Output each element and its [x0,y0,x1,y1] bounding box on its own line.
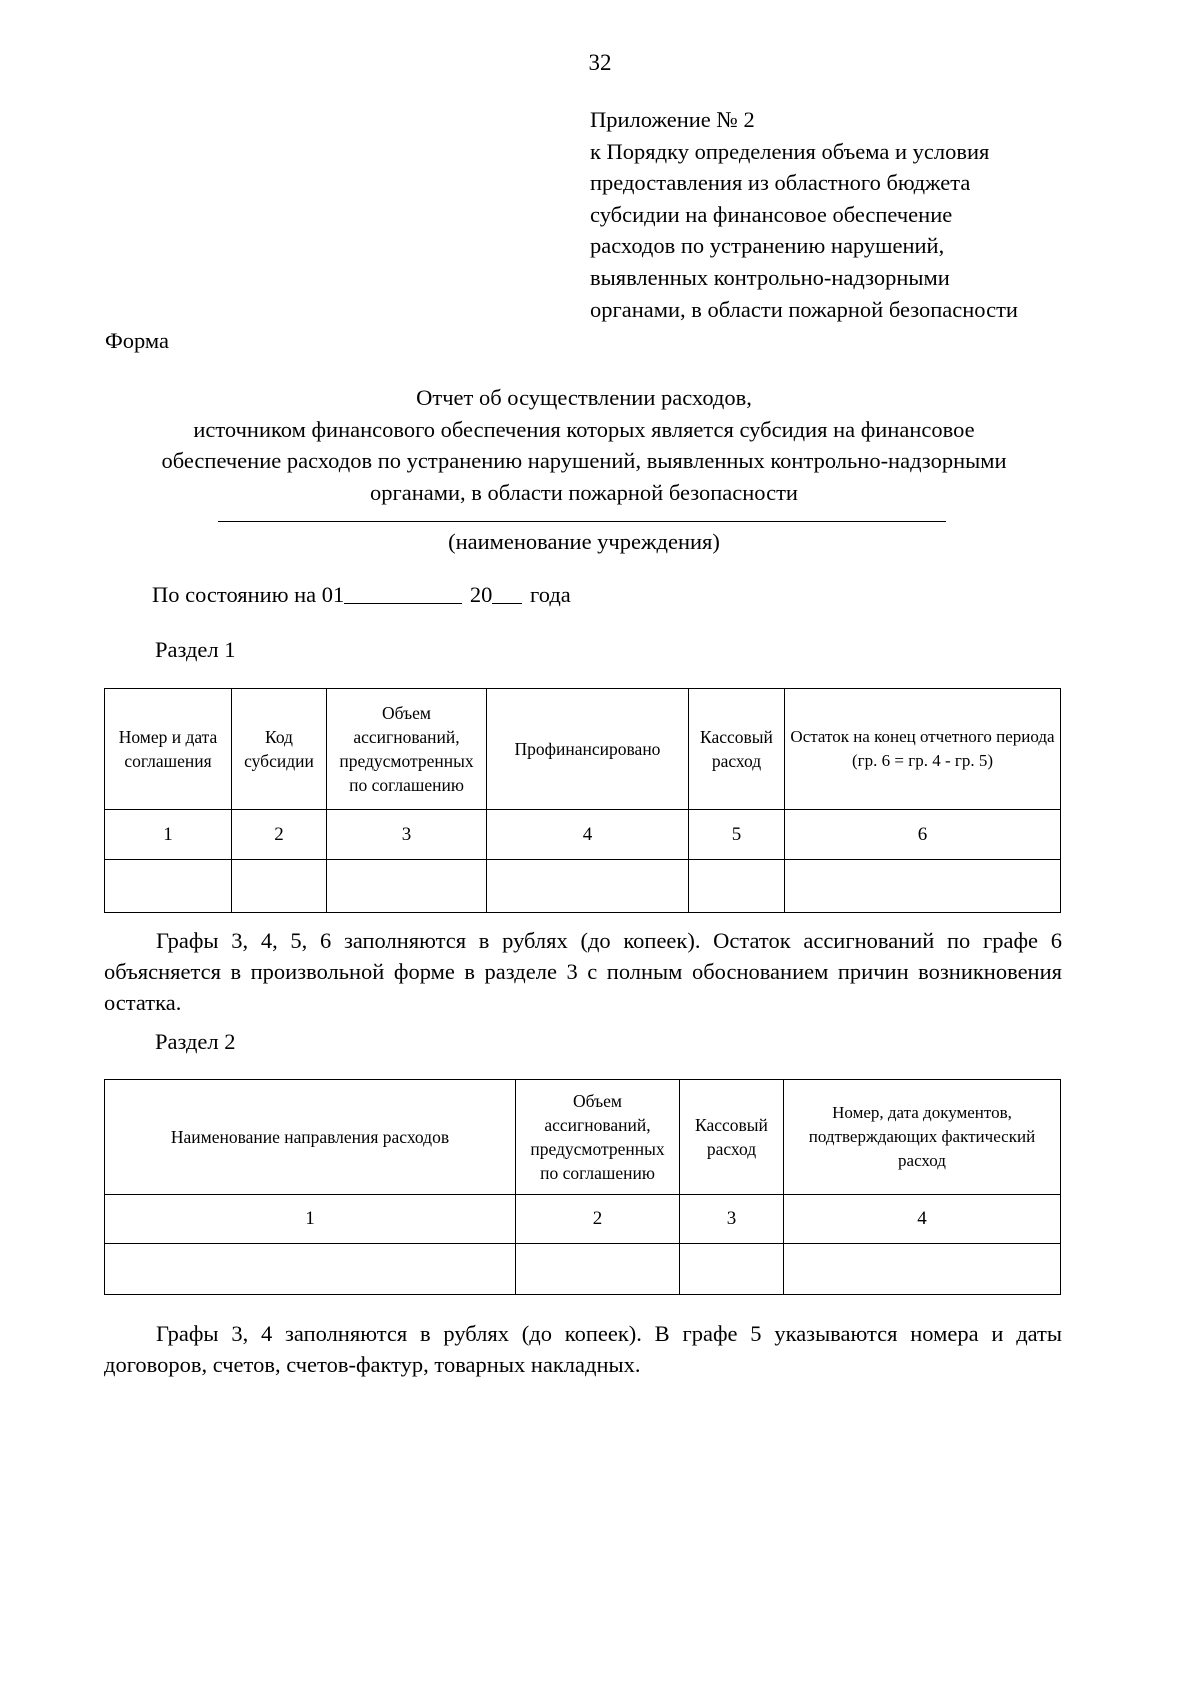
col-header-cash-expense: Кассовый расход [689,689,785,810]
col-number-6: 6 [785,810,1061,860]
col-header-subsidy-code: Код субсидии [232,689,327,810]
document-title [104,382,1064,508]
col-header-allocations-volume: Объем ассигнований, предусмотренных по соглашению [516,1080,680,1195]
col-header-cash-expense: Кассовый расход [680,1080,784,1195]
table-cell[interactable] [516,1244,680,1295]
col-number-2: 2 [232,810,327,860]
as-of-month-blank[interactable] [344,603,462,604]
as-of-suffix: года [530,582,571,607]
col-number-1: 1 [105,810,232,860]
table-cell[interactable] [232,860,327,913]
table-row [105,860,1061,913]
institution-name-caption: (наименование учреждения) [448,529,720,554]
table-row [105,1244,1061,1295]
appendix-line-3: предоставления из областного бюджета [590,170,971,196]
section-2-note: Графы 3, 4 заполняются в рублях (до копеек). В графе 5 указываются номера и даты договоров, счетов, счетов-фактур, товарных накладных. [104,1321,1062,1377]
appendix-reference-block [590,104,1110,325]
title-line-1: Отчет об осуществлении расходов, [416,385,752,410]
table-cell[interactable] [785,860,1061,913]
as-of-year-blank[interactable] [492,603,522,604]
table-cell[interactable] [327,860,487,913]
table-cell[interactable] [487,860,689,913]
col-header-supporting-documents: Номер, дата документов, подтверждающих фактический расход [784,1080,1061,1195]
appendix-line-7: органами, в области пожарной безопасности [590,296,1018,322]
appendix-line-6: выявленных контрольно-надзорными [590,264,950,290]
section-2-heading: Раздел 2 [155,1029,236,1054]
col-number-4: 4 [487,810,689,860]
col-header-period-end-balance: Остаток на конец отчетного периода (гр. 6 = гр. 4 - гр. 5) [785,689,1061,810]
col-header-agreement-number-date: Номер и дата соглашения [105,689,232,810]
as-of-century: 20 [469,582,493,607]
table-header-row [105,689,1061,810]
appendix-line-1: Приложение № 2 [590,107,755,132]
title-line-4: органами, в области пожарной безопасности [370,479,798,505]
table-column-number-row [105,810,1061,860]
col-number-1: 1 [105,1195,516,1244]
section-1-note: Графы 3, 4, 5, 6 заполняются в рублях (до копеек). Остаток ассигнований по графе 6 объясняется в произвольной форме в разделе 3 с полным обоснованием причин возникновения остатка. [104,928,1062,1015]
appendix-line-4: субсидии на финансовое обеспечение [590,201,953,227]
title-line-2: источником финансового обеспечения которых является субсидия на финансовое [193,416,975,442]
table-column-number-row [105,1195,1061,1244]
col-number-5: 5 [689,810,785,860]
as-of-date-line [152,580,571,610]
form-label: Форма [105,328,170,353]
appendix-line-5: расходов по устранению нарушений, [590,233,945,259]
section-1-table [104,688,1061,913]
table-cell[interactable] [680,1244,784,1295]
page-number: 32 [588,50,612,75]
col-header-financed: Профинансировано [487,689,689,810]
table-cell[interactable] [689,860,785,913]
col-number-2: 2 [516,1195,680,1244]
appendix-line-2: к Порядку определения объема и условия [590,138,990,164]
title-line-3: обеспечение расходов по устранению нарушений, выявленных контрольно-надзорными [161,448,1007,473]
col-number-3: 3 [680,1195,784,1244]
as-of-prefix: По состоянию на 01 [152,582,345,607]
section-1-heading: Раздел 1 [155,637,236,662]
institution-name-blank[interactable] [218,521,946,522]
col-number-4: 4 [784,1195,1061,1244]
col-header-allocations-volume: Объем ассигнований, предусмотренных по соглашению [327,689,487,810]
col-number-3: 3 [327,810,487,860]
table-cell[interactable] [105,1244,516,1295]
table-cell[interactable] [105,860,232,913]
section-2-table [104,1079,1061,1295]
table-header-row [105,1080,1061,1195]
col-header-expense-direction-name: Наименование направления расходов [105,1080,516,1195]
table-cell[interactable] [784,1244,1061,1295]
